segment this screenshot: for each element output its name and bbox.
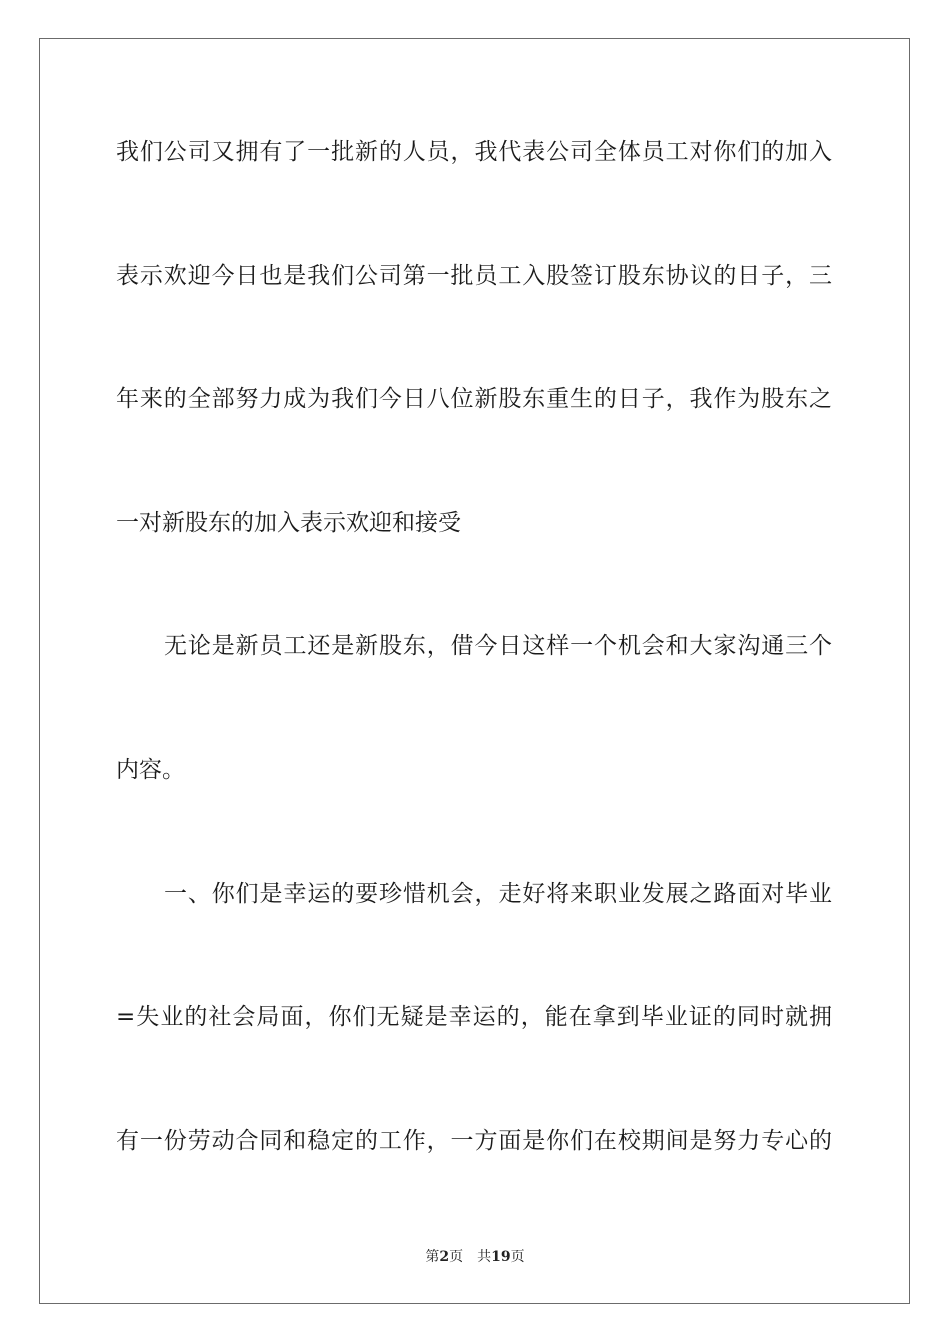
text-line-6: 内容。 xyxy=(116,757,185,783)
text-line-4: 一对新股东的加入表示欢迎和接受 xyxy=(116,510,461,536)
text-line-7: 一、你们是幸运的要珍惜机会，走好将来职业发展之路面对毕业 xyxy=(164,881,832,907)
text-line-9: 有一份劳动合同和稳定的工作，一方面是你们在校期间是努力专心的 xyxy=(116,1128,832,1154)
page-border xyxy=(39,38,910,1304)
footer-page-prefix: 第 xyxy=(425,1249,440,1265)
footer-total-suffix: 页 xyxy=(510,1249,525,1265)
text-line-5: 无论是新员工还是新股东，借今日这样一个机会和大家沟通三个 xyxy=(164,633,832,659)
footer-page-total: 19 xyxy=(491,1249,511,1265)
page-footer xyxy=(0,1247,950,1267)
footer-total-prefix: 共 xyxy=(477,1249,492,1265)
text-line-1: 我们公司又拥有了一批新的人员，我代表公司全体员工对你们的加入 xyxy=(116,139,832,165)
text-line-8: =失业的社会局面，你们无疑是幸运的，能在拿到毕业证的同时就拥 xyxy=(116,1004,832,1030)
text-line-2: 表示欢迎今日也是我们公司第一批员工入股签订股东协议的日子，三 xyxy=(116,263,832,289)
footer-page-suffix: 页 xyxy=(449,1249,464,1265)
footer-page-current: 2 xyxy=(439,1249,450,1265)
text-line-3: 年来的全部努力成为我们今日八位新股东重生的日子，我作为股东之 xyxy=(116,386,832,412)
